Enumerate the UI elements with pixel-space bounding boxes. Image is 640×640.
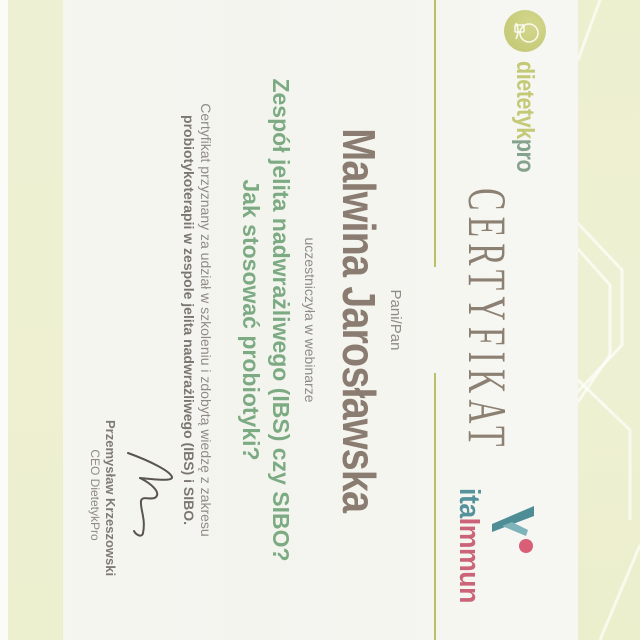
recipient-name: Malwina Jarosławska [333,128,385,512]
decorative-bottom-band [8,0,63,640]
logo-text-pro: pro [511,138,540,173]
webinar-title-line2: Jak stosować probiotyki? [238,179,264,461]
salutation: Pani/Pan [387,289,404,351]
vitalimmun-logo [452,488,536,638]
divider-line-right [434,373,436,640]
decorative-top-band [578,0,640,640]
logo-text-dietetyk: dietetyk [511,61,540,139]
vitalimmun-logo-text [452,488,485,626]
logo-text-immun: Immun [453,517,485,603]
chevron-pattern-icon [578,0,640,640]
webinar-title [236,0,296,640]
certificate-description [180,0,214,640]
signature-block [88,420,178,577]
logo-text-ita: ita [453,488,485,518]
description-line1: Certyfikat przyznany za udział w szkoleniu i zdobytą wiedzę z zakresu [198,103,214,537]
signer-name: Przemysław Krzeszowski [103,420,118,577]
certificate-title: CERTYFIKAT [457,187,517,453]
webinar-title-line1: Zespół jelita nadwrażliwego (IBS) czy SIBO? [268,78,294,562]
scan-paper-edge [0,0,8,640]
signature-scribble-icon [120,435,178,555]
vitalimmun-logo-icon [490,502,536,562]
signer-title: CEO DietetykPro [88,449,102,541]
participation-line: uczestniczyła w webinarze [302,237,318,403]
description-line2: probiotykoterapii w zespole jelita nadwrażliwego (IBS) i SIBO. [181,115,197,525]
divider-line-left [434,0,436,267]
